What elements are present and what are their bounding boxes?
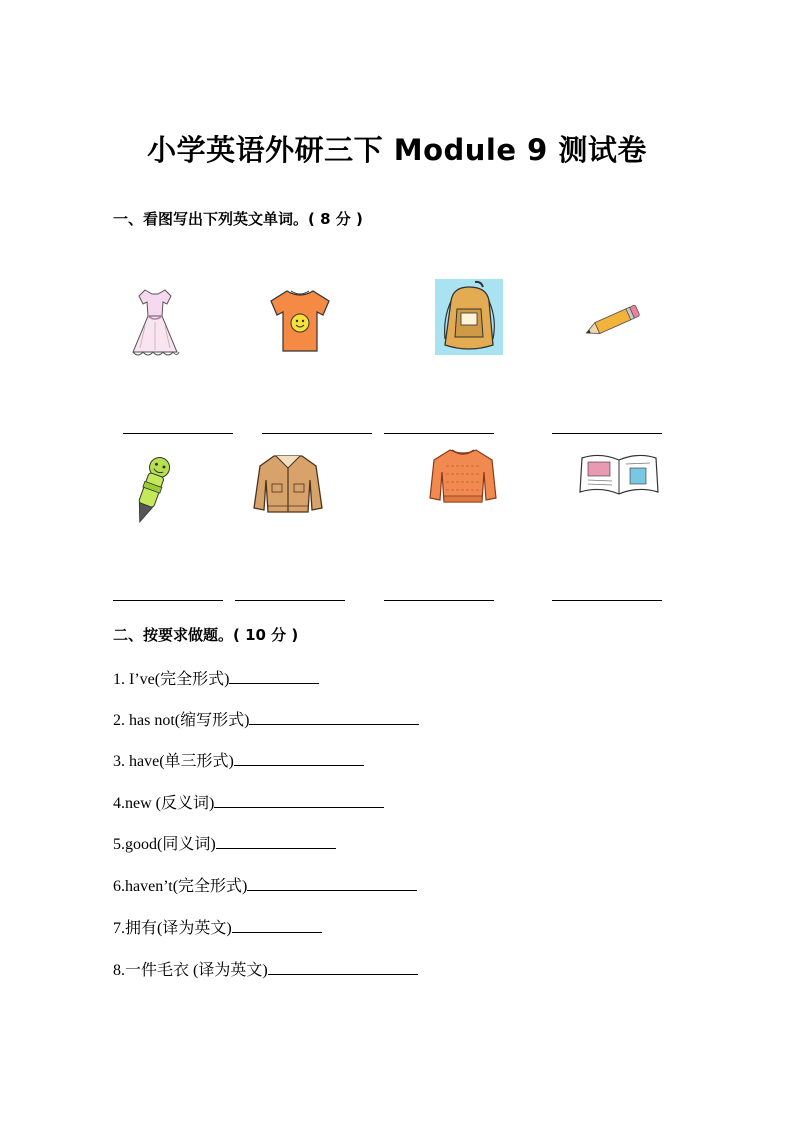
answer-blank[interactable] xyxy=(234,751,364,766)
question-item: 8.一件毛衣 (译为英文) xyxy=(113,957,418,980)
question-item: 4.new (反义词) xyxy=(113,790,384,813)
t-shirt-icon xyxy=(267,287,333,355)
answer-blank[interactable] xyxy=(232,918,322,933)
section-2-heading: 二、按要求做题。( 10 分 ) xyxy=(113,626,299,644)
pen-icon xyxy=(128,452,174,530)
answer-blank[interactable] xyxy=(235,600,345,601)
book-icon xyxy=(578,452,660,496)
answer-blank[interactable] xyxy=(216,834,336,849)
answer-blank[interactable] xyxy=(113,600,223,601)
answer-blank[interactable] xyxy=(552,600,662,601)
jacket-icon xyxy=(252,450,324,516)
question-item: 6.haven’t(完全形式) xyxy=(113,873,417,896)
question-item: 1. I’ve(完全形式) xyxy=(113,666,319,689)
answer-blank[interactable] xyxy=(268,960,418,975)
answer-blank[interactable] xyxy=(247,876,417,891)
answer-blank[interactable] xyxy=(262,433,372,434)
answer-blank[interactable] xyxy=(214,793,384,808)
answer-blank[interactable] xyxy=(384,600,494,601)
section-1-heading: 一、看图写出下列英文单词。( 8 分 ) xyxy=(113,210,363,228)
question-item: 5.good(同义词) xyxy=(113,831,336,854)
pencil-icon xyxy=(580,303,642,341)
answer-blank[interactable] xyxy=(384,433,494,434)
question-item: 3. have(单三形式) xyxy=(113,748,364,771)
question-item: 7.拥有(译为英文) xyxy=(113,915,322,938)
page-title: 小学英语外研三下 Module 9 测试卷 xyxy=(147,133,647,167)
question-item: 2. has not(缩写形式) xyxy=(113,707,419,730)
dress-icon xyxy=(125,286,185,361)
answer-blank[interactable] xyxy=(552,433,662,434)
schoolbag-icon xyxy=(435,279,503,355)
sweater-icon xyxy=(428,446,498,508)
answer-blank[interactable] xyxy=(249,710,419,725)
answer-blank[interactable] xyxy=(229,669,319,684)
answer-blank[interactable] xyxy=(123,433,233,434)
